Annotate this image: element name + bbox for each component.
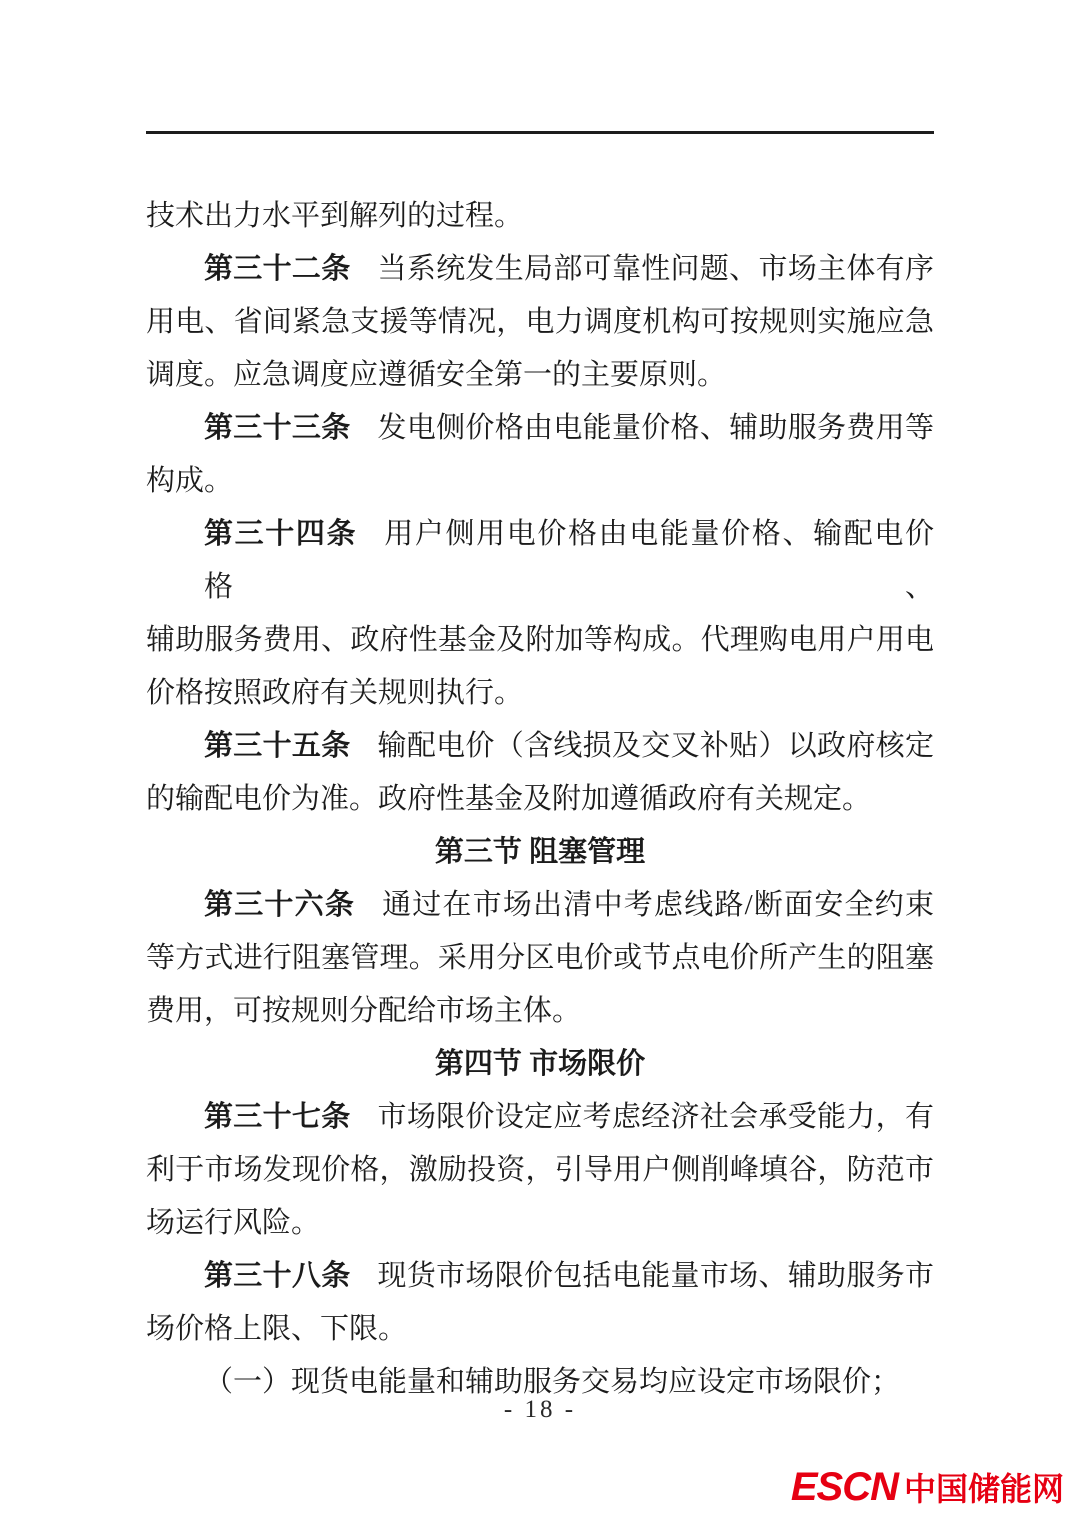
text-line (146, 349, 934, 402)
text-line (146, 296, 934, 349)
text-line (146, 932, 934, 985)
page-number: - 18 - (503, 1396, 577, 1423)
text-line (146, 720, 934, 773)
text-line (146, 614, 934, 667)
text-segment: 现货市场限价包括电能量市场、辅助服务市 (377, 1260, 934, 1292)
article-number: 第三十五条 (204, 730, 351, 762)
article-number: 第三十七条 (204, 1101, 351, 1133)
text-line (146, 508, 934, 614)
text-line (146, 667, 934, 720)
text-segment: 用户侧用电价格由电能量价格、输配电价格、 (204, 518, 934, 603)
text-segment: 输配电价（含线损及交叉补贴）以政府核定 (377, 730, 934, 762)
article-number: 第三十六条 (204, 889, 356, 921)
text-segment: 场价格上限、下限。 (146, 1313, 408, 1345)
text-line (146, 1250, 934, 1303)
section-heading (146, 826, 934, 879)
text-segment: 当系统发生局部可靠性问题、市场主体有序 (377, 253, 934, 285)
text-line (146, 455, 934, 508)
text-segment: 等方式进行阻塞管理。采用分区电价或节点电价所产生的阻塞 (146, 942, 934, 974)
text-line (146, 985, 934, 1038)
text-segment: 价格按照政府有关规则执行。 (146, 677, 524, 709)
text-segment: 第四节 市场限价 (434, 1048, 646, 1080)
escn-logo-chinese: 中国储能网 (903, 1471, 1064, 1507)
text-segment: 用电、省间紧急支援等情况，电力调度机构可按规则实施应急 (146, 306, 934, 338)
escn-logo (791, 1467, 1064, 1507)
article-number: 第三十八条 (204, 1260, 351, 1292)
text-segment: 的输配电价为准。政府性基金及附加遵循政府有关规定。 (146, 783, 872, 815)
text-segment: 通过在市场出清中考虑线路/断面安全约束 (382, 889, 934, 921)
text-segment: 构成。 (146, 465, 234, 497)
header-rule (146, 131, 934, 134)
text-segment: 场运行风险。 (146, 1207, 321, 1239)
text-line (146, 402, 934, 455)
text-segment: 第三节 阻塞管理 (434, 836, 646, 868)
text-segment: 调度。应急调度应遵循安全第一的主要原则。 (146, 359, 727, 391)
text-line (146, 1303, 934, 1356)
text-segment: 市场限价设定应考虑经济社会承受能力，有 (377, 1101, 934, 1133)
text-segment: （一）现货电能量和辅助服务交易均应设定市场限价； (204, 1366, 901, 1398)
article-number: 第三十三条 (204, 412, 351, 444)
text-line (146, 1091, 934, 1144)
text-line (146, 1144, 934, 1197)
text-segment: 发电侧价格由电能量价格、辅助服务费用等 (377, 412, 934, 444)
escn-logo-latin: ESCN (790, 1465, 898, 1509)
text-line (146, 773, 934, 826)
article-number: 第三十二条 (204, 253, 351, 285)
text-line (146, 1197, 934, 1250)
text-segment: 利于市场发现价格，激励投资，引导用户侧削峰填谷，防范市 (146, 1154, 934, 1186)
text-line (146, 243, 934, 296)
text-segment: 费用，可按规则分配给市场主体。 (146, 995, 582, 1027)
text-segment: 辅助服务费用、政府性基金及附加等构成。代理购电用户用电 (146, 624, 934, 656)
text-line (146, 879, 934, 932)
text-segment: 技术出力水平到解列的过程。 (146, 200, 524, 232)
document-content (146, 190, 934, 1409)
article-number: 第三十四条 (204, 518, 358, 550)
text-line (146, 190, 934, 243)
section-heading (146, 1038, 934, 1091)
